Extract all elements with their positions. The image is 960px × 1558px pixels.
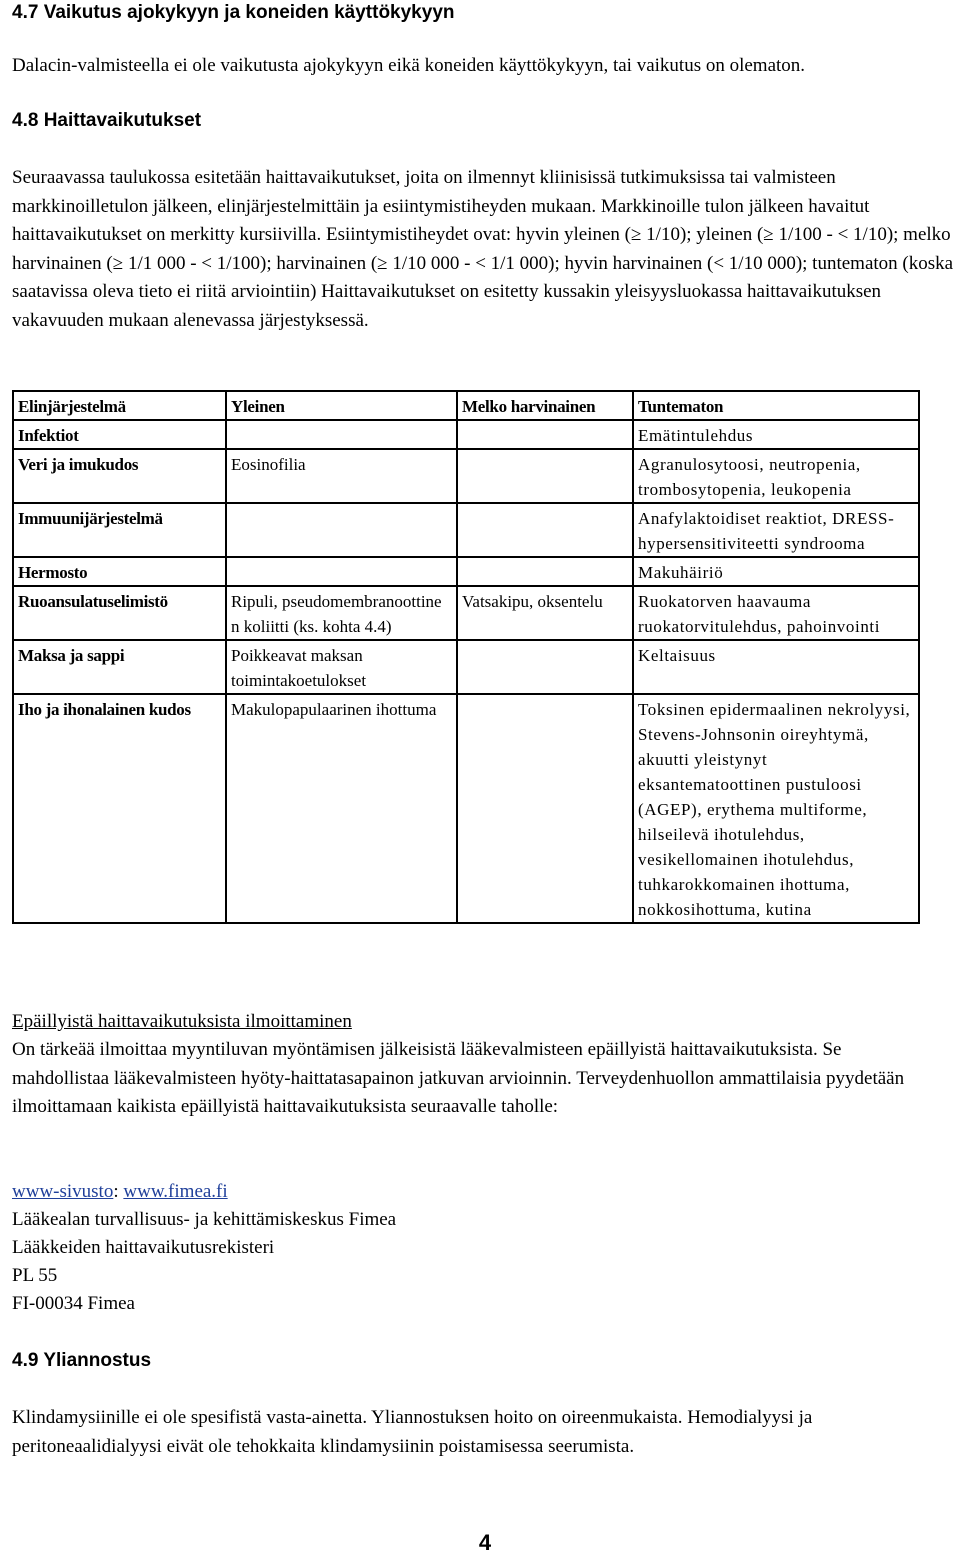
adverse-effects-table	[12, 390, 920, 924]
table-header-row	[13, 391, 919, 420]
table-row	[13, 586, 919, 640]
address-line-2: Lääkkeiden haittavaikutusrekisteri	[12, 1237, 275, 1258]
unknown-cell: Toksinen epidermaalinen nekrolyysi, Stevens-Johnsonin oireyhtymä, akuutti yleistynyt eksantematoottinen pustuloosi (AGEP), erythema multiforme, hilseilevä ihotulehdus, vesikellomainen ihotulehdus, tuhkarokkomainen ihottuma, nokkosihottuma, kutina	[633, 694, 919, 923]
reporting-website-line	[12, 1178, 958, 1207]
common-cell	[226, 420, 457, 449]
heading-4-7: 4.7 Vaikutus ajokykyyn ja koneiden käyttökykyyn	[12, 2, 455, 23]
header-cell: Yleinen	[226, 391, 457, 420]
organ-class-cell: Ruoansulatuselimistö	[13, 586, 226, 640]
table-row	[13, 449, 919, 503]
table-row	[13, 557, 919, 586]
common-cell	[226, 557, 457, 586]
unknown-cell: Makuhäiriö	[633, 557, 919, 586]
organ-class-cell: Iho ja ihonalainen kudos	[13, 694, 226, 923]
website-label-link[interactable]: www-sivusto	[12, 1181, 114, 1202]
uncommon-cell	[457, 557, 633, 586]
common-cell: Eosinofilia	[226, 449, 457, 503]
address-line-4: FI-00034 Fimea	[12, 1293, 135, 1314]
common-cell: Ripuli, pseudomembranoottine n koliitti (ks. kohta 4.4)	[226, 586, 457, 640]
address-line-3: PL 55	[12, 1265, 58, 1286]
paragraph-4-9: Klindamysiinille ei ole spesifistä vasta-ainetta. Yliannostuksen hoito on oireenmukaista. Hemodialyysi ja peritoneaalidialyysi eivät ole tehokkaita klindamysiinin poistamisessa seerumista.	[12, 1407, 813, 1457]
unknown-cell: Ruokatorven haavauma ruokatorvitulehdus, pahoinvointi	[633, 586, 919, 640]
header-cell: Tuntematon	[633, 391, 919, 420]
uncommon-cell: Vatsakipu, oksentelu	[457, 586, 633, 640]
header-cell: Melko harvinainen	[457, 391, 633, 420]
header-cell: Elinjärjestelmä	[13, 391, 226, 420]
organ-class-cell: Infektiot	[13, 420, 226, 449]
page-number: 4	[478, 1530, 492, 1555]
table-row	[13, 694, 919, 923]
table-row	[13, 640, 919, 694]
table-row	[13, 420, 919, 449]
common-cell	[226, 503, 457, 557]
unknown-cell: Anafylaktoidiset reaktiot, DRESS-hypersensitiviteetti syndrooma	[633, 503, 919, 557]
unknown-cell: Keltaisuus	[633, 640, 919, 694]
paragraph-4-8-intro: Seuraavassa taulukossa esitetään haittavaikutukset, joita on ilmennyt kliinisissä tutkimuksissa tai valmisteen markkinoilletulon jälkeen, elinjärjestelmittäin ja esiintymistiheyden mukaan. Markkinoille tulon jälkeen havaitut haittavaikutukset on merkitty kursiivilla. Esiintymistiheydet ovat: hyvin yleinen (≥ 1/10); yleinen (≥ 1/100 - < 1/10); melko harvinainen (≥ 1/1 000 - < 1/100); harvinainen (≥ 1/10 000 - < 1/1 000); hyvin harvinainen (< 1/10 000); tuntematon (koska saatavissa oleva tieto ei riitä arviointiin) Haittavaikutukset on esitetty kussakin yleisyysluokassa haittavaikutuksen vakavuuden mukaan alenevassa järjestyksessä.	[12, 167, 954, 331]
address-line-1: Lääkealan turvallisuus- ja kehittämiskeskus Fimea	[12, 1209, 397, 1230]
organ-class-cell: Veri ja imukudos	[13, 449, 226, 503]
reporting-heading: Epäillyistä haittavaikutuksista ilmoittaminen	[12, 1011, 352, 1032]
reporting-text: On tärkeää ilmoittaa myyntiluvan myöntämisen jälkeisistä lääkevalmisteen epäillyistä haittavaikutuksista. Se mahdollistaa lääkevalmisteen hyöty-haittatasapainon jatkuvan arvioinnin. Terveydenhuollon ammattilaisia pyydetään ilmoittamaan kaikista epäillyistä haittavaikutuksista seuraavalle taholle:	[12, 1039, 905, 1117]
unknown-cell: Agranulosytoosi, neutropenia, trombosytopenia, leukopenia	[633, 449, 919, 503]
uncommon-cell	[457, 420, 633, 449]
paragraph-4-7: Dalacin-valmisteella ei ole vaikutusta ajokykyyn eikä koneiden käyttökykyyn, tai vaikutus on olematon.	[12, 55, 806, 76]
organ-class-cell: Immuunijärjestelmä	[13, 503, 226, 557]
unknown-cell: Emätintulehdus	[633, 420, 919, 449]
uncommon-cell	[457, 503, 633, 557]
table-row	[13, 503, 919, 557]
organ-class-cell: Hermosto	[13, 557, 226, 586]
website-separator: :	[113, 1181, 119, 1202]
heading-4-8: 4.8 Haittavaikutukset	[12, 110, 202, 131]
uncommon-cell	[457, 694, 633, 923]
uncommon-cell	[457, 640, 633, 694]
organ-class-cell: Maksa ja sappi	[13, 640, 226, 694]
uncommon-cell	[457, 449, 633, 503]
common-cell: Poikkeavat maksan toimintakoetulokset	[226, 640, 457, 694]
common-cell: Makulopapulaarinen ihottuma	[226, 694, 457, 923]
heading-4-9: 4.9 Yliannostus	[12, 1350, 152, 1371]
fimea-website-link[interactable]: www.fimea.fi	[123, 1181, 228, 1202]
